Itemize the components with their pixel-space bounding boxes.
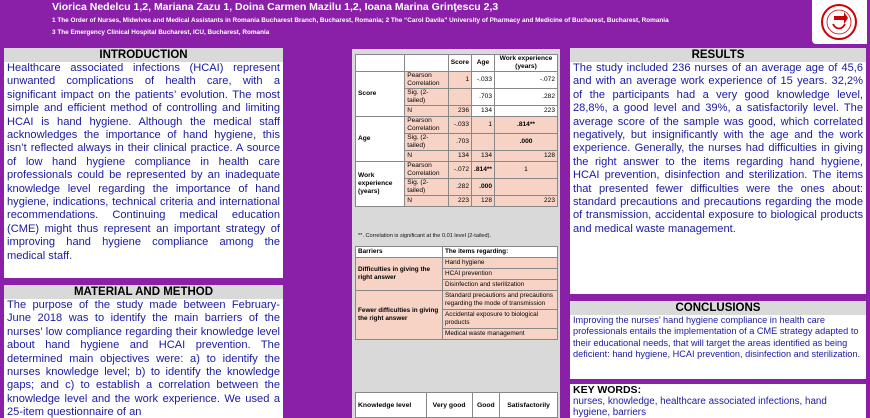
table-cell: 223 xyxy=(448,196,471,207)
correlation-header-cell: Work experience (years) xyxy=(495,55,558,72)
table-cell: 223 xyxy=(495,196,558,207)
table-cell: -.072 xyxy=(448,162,471,179)
table-cell: 128 xyxy=(472,196,495,207)
stat-label: Pearson Correlation xyxy=(405,72,448,89)
knowledge-header-cell: Very good xyxy=(426,393,472,418)
table-cell: .000 xyxy=(495,134,558,151)
group-label-age: Age xyxy=(356,117,405,162)
method-panel xyxy=(4,285,283,418)
barrier-item: HCAI prevention xyxy=(443,269,558,280)
barrier-item: Accidental exposure to biological products xyxy=(443,310,558,329)
stat-label: Sig. (2-tailed) xyxy=(405,179,448,196)
organization-logo xyxy=(812,0,867,44)
table-cell: 134 xyxy=(472,151,495,162)
table-cell: 134 xyxy=(448,151,471,162)
knowledge-header-cell: Good xyxy=(472,393,500,418)
barrier-group-label: Fewer difficulties in giving the right answer xyxy=(356,291,443,340)
logo-icon xyxy=(812,0,867,44)
barrier-item: Disinfection and sterilization xyxy=(443,280,558,291)
table-cell: 128 xyxy=(495,151,558,162)
table-cell: .282 xyxy=(495,89,558,106)
correlation-header-cell xyxy=(356,55,405,72)
authors: Viorica Nedelcu 1,2, Mariana Zazu 1, Doina Carmen Mazilu 1,2, Ioana Marina Grinţescu 2,3 xyxy=(52,1,499,13)
stat-label: Pearson Correlation xyxy=(405,117,448,134)
knowledge-header-cell: Knowledge level xyxy=(356,393,427,418)
introduction-text: Healthcare associated infections (HCAI) represent unwanted complications of health care, with a significant impact on the patients’ evolution. The most simple and efficient method of controlling and limiting HCAI is hand hygiene. Although the medical staff acknowledges the importance of hand hygiene, this isn’t reflected always in their clinical practice. A source of low hand hygiene compliance in health care professionals could be represented by an inadequate knowledge level regarding the importance of hand hygiene, indications, technical criteria and international recommendations. Continuing medical education (CME) might thus represent an important strategy of improving hand hygiene compliance among the medical staff. xyxy=(7,62,280,262)
barrier-group-label: Difficulties in giving the right answer xyxy=(356,258,443,291)
table-cell: .703 xyxy=(472,89,495,106)
conclusions-title: CONCLUSIONS xyxy=(570,301,866,315)
stat-label: Sig. (2-tailed) xyxy=(405,89,448,106)
group-label-work-experience: Work experience (years) xyxy=(356,162,405,207)
barrier-item: Hand hygiene xyxy=(443,258,558,269)
table-cell xyxy=(448,89,471,106)
table-cell: 223 xyxy=(495,106,558,117)
group-label-score: Score xyxy=(356,72,405,117)
keywords-text: nurses, knowledge, healthcare associated infections, hand hygiene, barriers xyxy=(573,396,827,418)
table-cell: -.033 xyxy=(472,72,495,89)
barrier-item: Standard precautions and precautions regarding the mode of transmission xyxy=(443,291,558,310)
table-cell: .814** xyxy=(472,162,495,179)
affiliation-line-2: 3 The Emergency Clinical Hospital Bucharest, ICU, Bucharest, Romania xyxy=(52,29,270,36)
table-cell: 1 xyxy=(448,72,471,89)
stat-label: Pearson Correlation xyxy=(405,162,448,179)
results-title: RESULTS xyxy=(570,48,866,62)
barrier-item: Medical waste management xyxy=(443,329,558,340)
items-header: The items regarding: xyxy=(443,247,558,258)
correlation-header-cell: Age xyxy=(472,55,495,72)
table-cell: .282 xyxy=(448,179,471,196)
stat-label: N xyxy=(405,196,448,207)
knowledge-header-cell: Satisfactorily xyxy=(500,393,558,418)
table-cell xyxy=(495,179,558,196)
method-text: The purpose of the study made between February-June 2018 was to identify the main barriers of the nurses’ low compliance regarding their knowledge level about hand hygiene and HCAI prevention. The determined main objectives were: a) to identify the nurses knowledge level; b) to identify the knowledge gaps; and c) to establish a correlation between the knowledge level and the work experience. We used a 25-item questionnaire of an xyxy=(7,299,280,418)
conclusions-panel xyxy=(570,301,866,379)
table-cell: .703 xyxy=(448,134,471,151)
table-cell: 1 xyxy=(472,117,495,134)
table-cell: 134 xyxy=(472,106,495,117)
correlation-header-cell: Score xyxy=(448,55,471,72)
table-cell: .814** xyxy=(495,117,558,134)
table-cell: 236 xyxy=(448,106,471,117)
table-cell: 1 xyxy=(495,162,558,179)
results-panel xyxy=(570,48,866,294)
correlation-table xyxy=(355,54,558,207)
table-cell: -.072 xyxy=(495,72,558,89)
method-title: MATERIAL AND METHOD xyxy=(4,285,283,299)
correlation-note: **. Correlation is significant at the 0.01 level (2-tailed). xyxy=(358,233,492,239)
results-text: The study included 236 nurses of an average age of 45,6 and with an average work experience of 15 years. 32,2% of the participants had a very good knowledge level, 28,8%, a good level and 39%, a satisfactorily level. The average score of the sample was good, which correlated negatively, but insignificantly with the age and the work experience. Generally, the nurses had difficulties in giving the right answer to the items regarding hand hygiene, HCAI prevention, disinfection and sterilization. The items that presented fewer difficulties were the ones about: standard precautions and precautions regarding the mode of transmission, accidental exposure to biological products and medical waste management. xyxy=(573,62,863,235)
introduction-panel xyxy=(4,48,283,278)
barriers-table xyxy=(355,246,558,340)
knowledge-level-table xyxy=(355,392,558,418)
table-cell xyxy=(472,134,495,151)
stat-label: N xyxy=(405,106,448,117)
table-cell: -.033 xyxy=(448,117,471,134)
table-cell: .000 xyxy=(472,179,495,196)
stat-label: Sig. (2-tailed) xyxy=(405,134,448,151)
barriers-header: Barriers xyxy=(356,247,443,258)
conclusions-text: Improving the nurses’ hand hygiene compliance in health care professionals entails the implementation of a CME strategy adapted to their educational needs, that will target the areas identified as being deficient: hand hygiene, HCAI prevention, disinfection and sterilization. xyxy=(573,315,861,360)
affiliation-line-1: 1 The Order of Nurses, Midwives and Medical Assistants in Romania Bucharest Branch, Bucharest, Romania; 2 The “Carol Davila” University of Pharmacy and Medicine of Bucharest, Bucharest, Romania xyxy=(52,17,669,24)
stat-label: N xyxy=(405,151,448,162)
introduction-title: INTRODUCTION xyxy=(4,48,283,62)
keywords-panel xyxy=(570,384,866,418)
keywords-title: KEY WORDS: xyxy=(570,384,866,396)
poster-header xyxy=(0,0,870,44)
correlation-header-cell xyxy=(405,55,448,72)
